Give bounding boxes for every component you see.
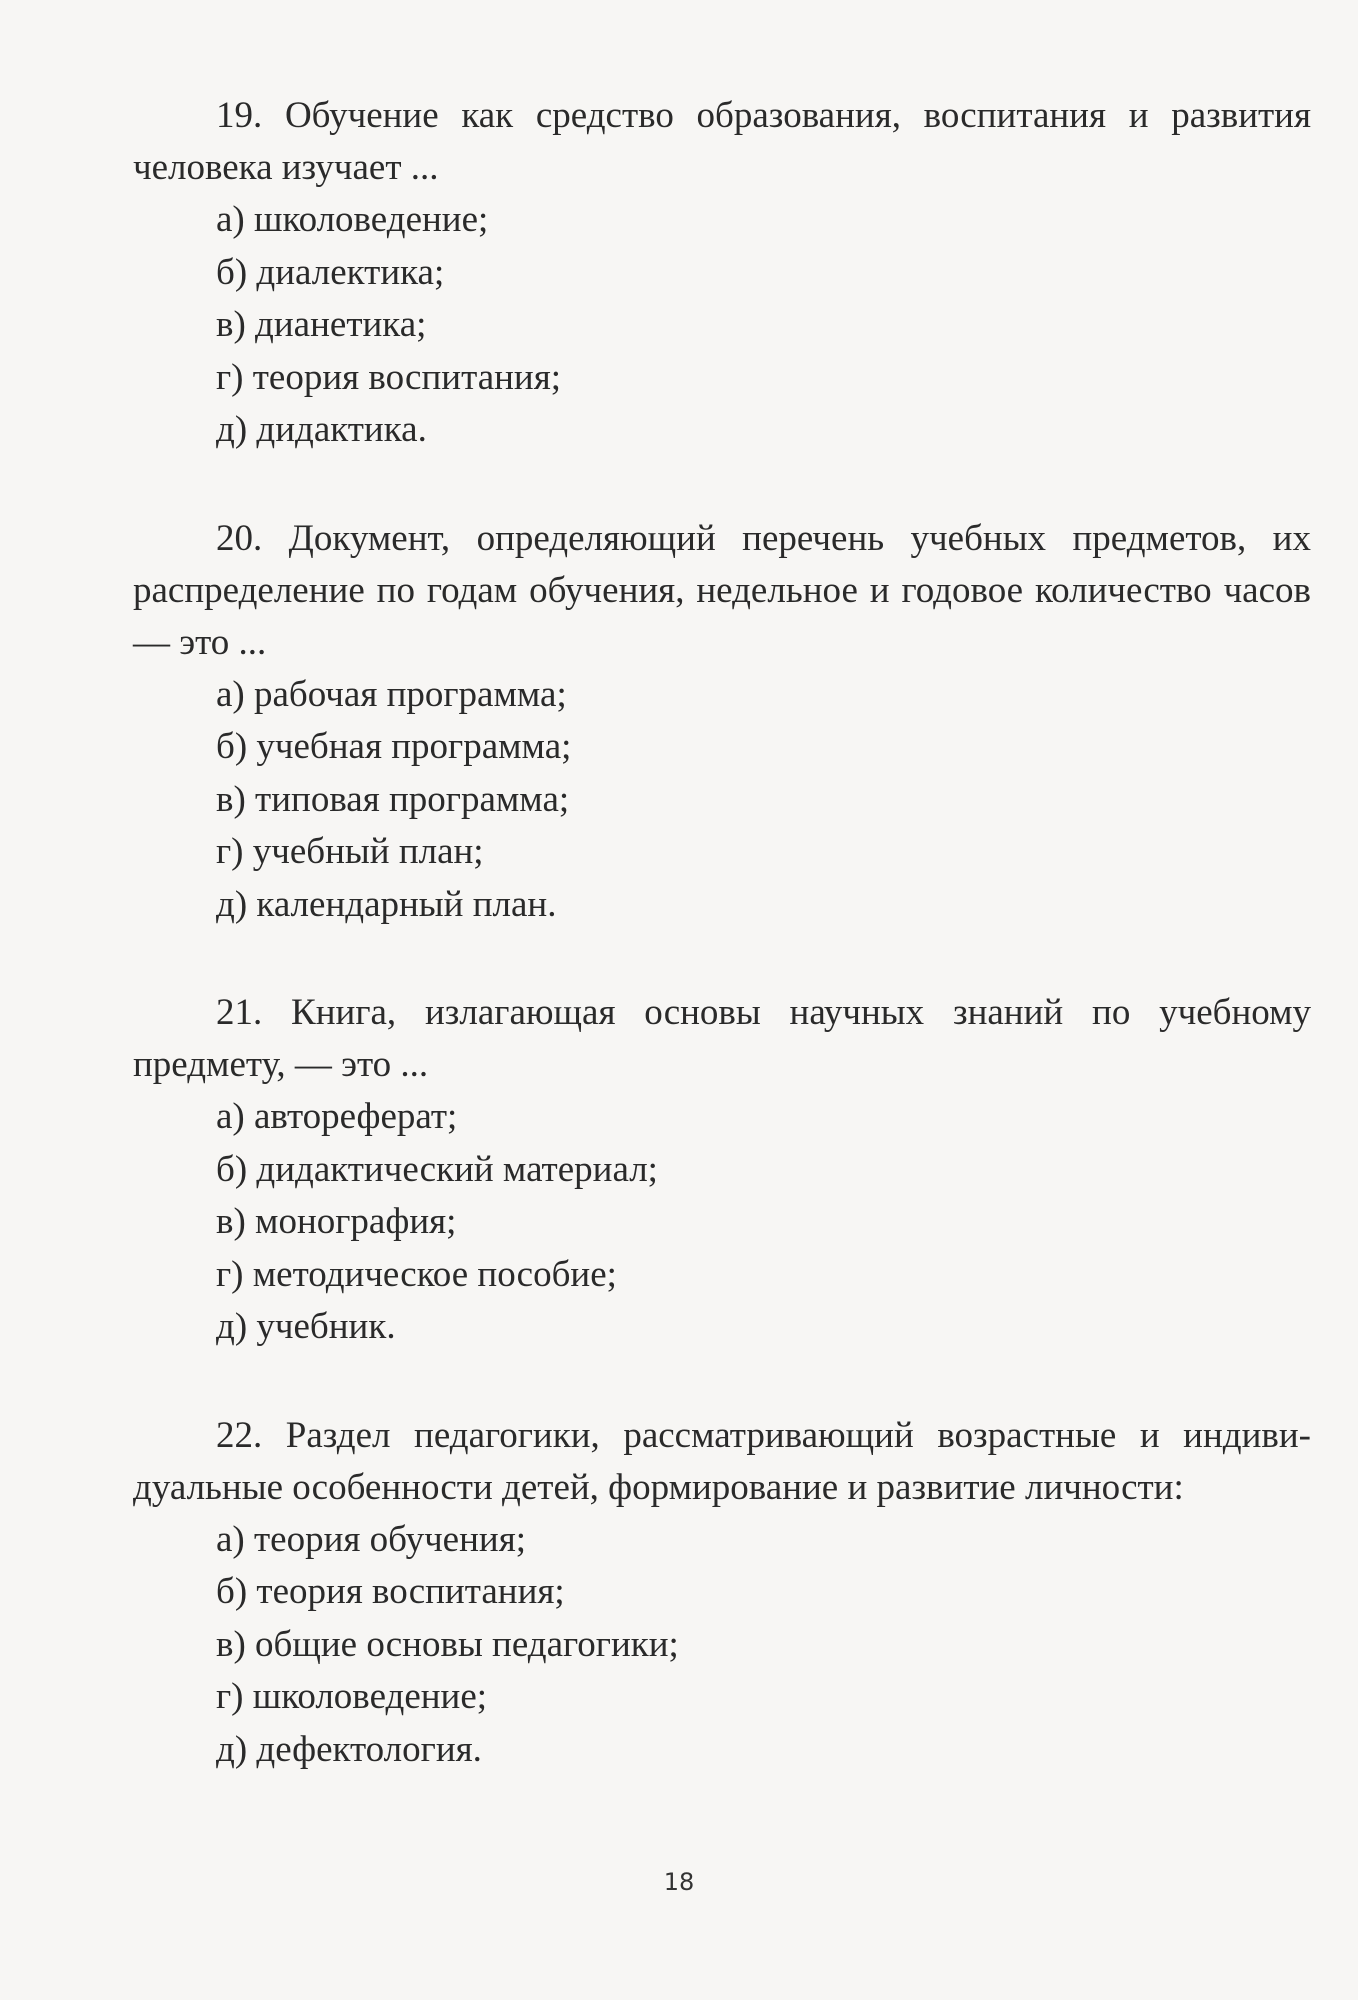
page-content	[133, 90, 1311, 1832]
answer-option: в) дианетика;	[216, 304, 427, 345]
answer-option: в) общие основы педагогики;	[216, 1623, 679, 1665]
answer-option: г) учебный план;	[216, 831, 484, 872]
answer-option: в) типовая программа;	[216, 778, 570, 820]
question-text: 20. Документ, определяющий перечень учебных предметов, их распределение по годам обучения, недельное и годовое количество часов — это ...	[133, 517, 1311, 663]
answer-option: г) школоведение;	[216, 1676, 488, 1717]
answer-options	[133, 194, 1311, 457]
answer-options	[133, 669, 1311, 932]
answer-option: г) методическое пособие;	[216, 1253, 617, 1295]
question-21	[133, 987, 1311, 1354]
answer-option: д) учебник.	[216, 1306, 396, 1347]
answer-option: а) автореферат;	[216, 1096, 458, 1137]
question-22	[133, 1410, 1311, 1777]
page-number: 18	[663, 1868, 695, 1896]
answer-option: д) дидактика.	[216, 409, 427, 450]
answer-option: а) школоведение;	[216, 199, 489, 240]
answer-option: б) дидактический материал;	[216, 1148, 658, 1190]
question-text: 21. Книга, излагающая основы научных знаний по учебному предмету, — это ...	[133, 992, 1311, 1085]
answer-option: а) теория обучения;	[216, 1518, 527, 1560]
answer-option: в) монография;	[216, 1201, 457, 1242]
answer-option: д) календарный план.	[216, 883, 557, 925]
answer-option: б) диалектика;	[216, 251, 445, 293]
answer-option: б) учебная программа;	[216, 726, 572, 767]
answer-option: г) теория воспитания;	[216, 356, 562, 398]
question-20	[133, 513, 1311, 932]
answer-options	[133, 1091, 1311, 1354]
question-text: 22. Раздел педагогики, рассматривающий возрастные и индиви-дуальные особенности детей, формирование и развитие личности:	[133, 1414, 1311, 1508]
answer-options	[133, 1514, 1311, 1777]
answer-option: б) теория воспитания;	[216, 1571, 565, 1612]
answer-option: а) рабочая программа;	[216, 673, 567, 715]
answer-option: д) дефектология.	[216, 1728, 482, 1770]
question-text: 19. Обучение как средство образования, воспитания и развития человека изучает ...	[133, 95, 1311, 188]
question-19	[133, 90, 1311, 457]
